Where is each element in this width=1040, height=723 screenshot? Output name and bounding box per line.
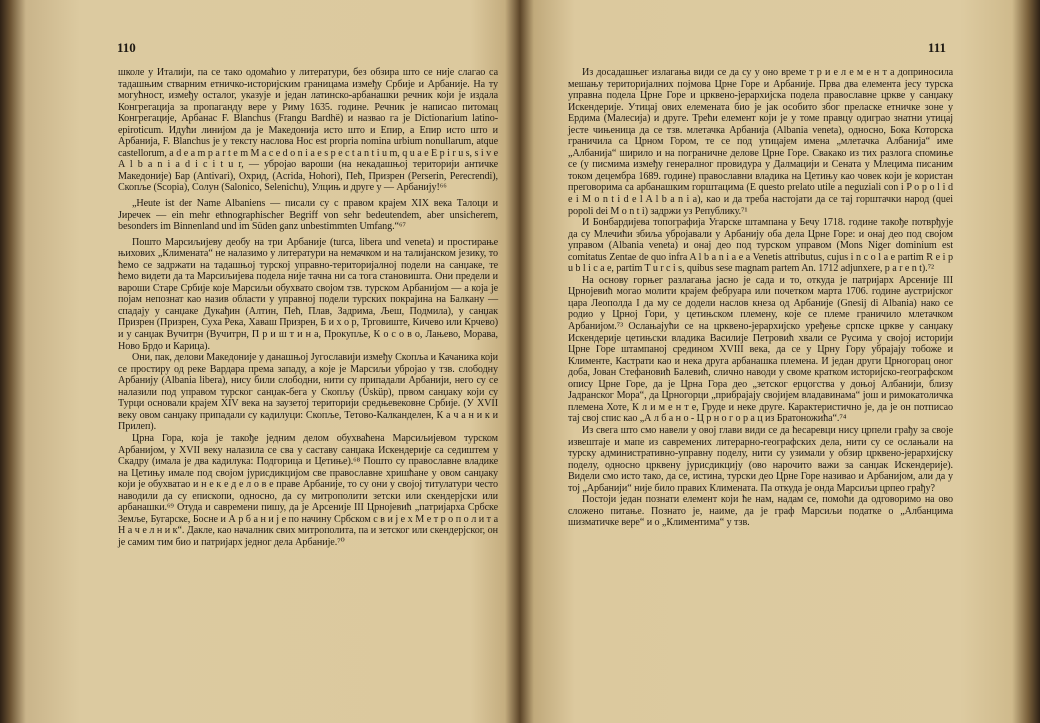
paragraph: Постоји један познати елемент који ће нам, надам се, помоћи да одговоримо на ово сложено питање. Познато је, наиме, да је граф Марсиљи податке о „Албанцима шизматичке вере“ и о „Климентима“ у тзв. xyxy=(568,494,953,529)
paragraph: Из досадашњег излагања види се да су у оно време т р и е л е м е н т а доприносила мешању територијалних појмова Црне Горе и Арбаније. Прва два елемента јесу турска управна подела Црне Горе и црквено-јерархијска подела православне цркве у санџаку Искендерије. Утицај ових елемената био је јак особито због преласке етничке зоне у Ердима (Малесија) и друге. Трећи елемент који је у томе правцу одиграо знатни утицај јесте чињеница да се тзв. млетачка Арбанија (Albania veneta), односно, Бока Которска граничила са Црном Гором, те се под утицајем имена „млетачка Албанија“ име „Албанија“ ширило и на пограничне делове Црне Горе. Свакако из тих разлога спомиње се (у писмима између генералног провидура у Далмацији и Сената у Млецима писаним током децембра 1689. године) православни владика на Цетињу као човек који је користан преговорима са арбанашким горштацима (E questo prelato utile a neguziali con i P o p o l i d e i M o n t i d e l A l b a n i a), као и да треба настојати да се тај горштачки народ (quei popoli dei M o n t i) задржи уз Републику.⁷¹ xyxy=(568,67,953,217)
paragraph: Они, пак, делови Македоније у данашњој Југославији између Скопља и Качаника који се простиру од реке Вардара према западу, а које је Марсиљи убројао у тзв. слободну Арбанију (Albania libera), нису били слободни, нити су припадали Арбанији, него су се налазили под управом турског санџак-бега у Скопљу (Üsküp), првом санџаку који су Турци основали крајем XIV века на заузетој територији средњевековне Србије. (У XVII веку овом санџаку припадали су кадилуци: Скопље, Тетово-Калканделен, К а ч а н и к и Прилеп). xyxy=(118,352,498,433)
quote-paragraph: „Heute ist der Name Albaniens — писали су с правом крајем XIX века Талоци и Јиречек — ein mehr ethnographischer Begriff von sehr bedeutendem, aber unsicherem, besonders im Binnenland und im Süden ganz unbestimmten Umfang.“⁶⁷ xyxy=(118,198,498,233)
left-page-body xyxy=(118,67,498,548)
paragraph: На основу горњег разлагања јасно је сада и то, откуда је патријарх Арсеније III Црнојевић могао молити крајем фебруара или почетком марта 1706. године аустријског цара Леополда I да му се додели наслов кнеза од Арбаније (Gnesij di Albania) нако се родио у Црној Гори, у цетињском племену, које се племе граничило млетачком Арбанијом.⁷³ Ослањајући се на црквено-јерархијско уређење српске цркве у санџаку Искендерије цетињски владика Василије Петровић хвали се Русима у својој историји Црне Горе штампаној средином XVIII века, да се у Црну Гору убрајају тобоже и Клименте, Кастрати као и нека друга арбанашка племена. И један други Црногорац оног доба, Јован Стефановић Балевић, слично наводи у своме кратком историјско-географском опису Црне Горе, да је Црна Гора део „зетског ерцогства у доњој Албанији, близу Јадранског Мора“, да Црногорци „прибрајају својијем владавинама“ још и римокатоличка племена Хоте, К л и м е н т е, Груде и неке друге. Карактеристично је, да је он потписао тај свој спис као „А л б а н о - Ц р н о г о р а ц из Братоножића“.⁷⁴ xyxy=(568,274,953,425)
paragraph: Из свега што смо навели у овој глави види се да ћесаревци нису црпели грађу за своје извештаје и мапе из савремених литерарно-географских дела, нити су се ослањали на турску административно-управну поделу, нити су узимали у обзир црквено-јерархијску поделу, односно црквену јурисдикцију (ово нарочито важи за санџак Искендерије). Видели смо исто тако, да се, истина, турски део Црне Горе називао и Арбанијом, али да у тој „Арбанији“ није било правих Климената. Па откуда је онда Марсиљи црпео грађу? xyxy=(568,424,953,494)
left-page-number: 110 xyxy=(117,40,136,55)
right-page-body xyxy=(568,67,953,529)
right-page-number: 111 xyxy=(927,40,946,55)
right-page xyxy=(520,0,1040,723)
paragraph: И Бонбардијева топографија Угарске штампана у Бечу 1718. године такође потврђује да су Млечићи збиља убројавали у Арбанију оба дела Црне Горе: и онај део под својом управом (Albania veneta) и онај део под турском управом (Mons Niger dominium est comitatus Zentae de quo infra A l b a n i a e a Venetis attributus, cujus i n c o l a e partim R e i p u b l i c a e, partim T u r c i s, quibus sese magnam partem An. 1712 adjunxere, p a r e n t).⁷² xyxy=(568,217,953,275)
paragraph: школе у Италији, па се тако одомаћио у литератури, без обзира што се није слагао са тадашњим стварним етничко-историјским границама између Србије и Арбаније. На ту могућност, између осталог, указује и један латинско-арбанашки речник који је издала Конгрегација за пропаганду вере у Риму 1635. године. Речник је написао питомац Конгрегације, Арбанас F. Blanchus (Frangu Bardhë) и назвао га је Dictionarium latino-epiroticum. Идући линијом да је Македонија исто што и Епир, а Епир исто што и Арбанија, F. Blanchus је у тексту наслова Hoc est propria nomina urbium nonullarum, atque castellorum, a d e a m p a r t e m M a c e d o n i a e s p e c t a n t i u m, q u a e E p i r u s, s i v e A l b a n i a d i c i t u r, — убројао вароши (на некадашњој територији античке Македоније) Бар (Antivari), Охрид, (Acrida, Hohori), Пећ, Призрен (Perserin, Perecrendi), Скопље (Scopia), Солун (Salonico, Selenichu), Улцињ и друге у — Арбанију!⁶⁶ xyxy=(118,67,498,194)
paragraph: Црна Гора, која је такође једним делом обухваћена Марсиљијевом турском Арбанијом, у XVII веку налазила се сва у саставу санџака Искендерије са седиштем у Скадру (имала је два кадилука: Подгорица и Цетиње).⁶⁸ Пошто су православне владике на Цетињу имале под својом јурисдикцијом све православне хришћане у овом санџаку који је обухватао и н е к е д е л о в е праве Арбаније, то су они у својој титулатури често наводили да су епископи, односно, да су митрополити зетски или скендерјски или арбанашки.⁶⁹ Отуда и савремени пишу, да је Арсеније III Црнојевић „патријарха Србске Земље, Бугарске, Босне и А р б а н и ј е по начину Србском с в и ј е х М е т р о п о л и т а Н а ч е л н и к“. Дакле, као началник свих митрополита, па и зетског или скендерјског, он је самим тим био и патријарх једног дела Арбаније.⁷⁰ xyxy=(118,432,498,548)
paragraph: Пошто Марсиљијеву деобу на три Арбаније (turca, libera und veneta) и простирање њихових „Климената“ не налазимо у литератури на немачком и на талијанском језику, то ћемо се задржати на тадашњој турској управно-територијалној подели на санџаке, те ћемо видети да та Марсиљијева подела није тачна ни са тога становишта. Они предели и вароши Старе Србије које Марсиљи обухвато својом тзв. турском Арбанијом — а која је појам непознат као назив области у управној подели турских покрајина на Балкану — спадају у санџаке Дукађин (Алтин, Пећ, Плав, Задрима, Љеш, Подмила), у санџак Призрен (Призрен, Суха Река, Хаваш Призрен, Б и х о р, Трговиште, Кичево или Крчево) и у санџак Вучитрн (Вучитрн, П р и ш т и н а, Прокупље, К о с о в о, Лањево, Морава, Ново Брдо и Карица). xyxy=(118,236,498,352)
